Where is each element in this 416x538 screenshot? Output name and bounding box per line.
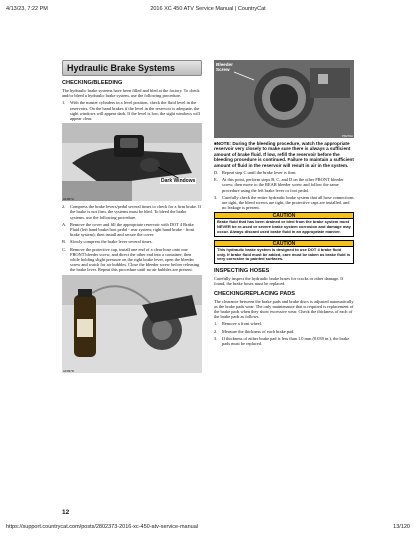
figure-2-id: AF097D xyxy=(63,368,75,373)
caution-header-1: CAUTION xyxy=(214,212,354,219)
step-item xyxy=(214,177,354,193)
step-text: Remove a front wheel. xyxy=(222,321,262,327)
heading-checking-bleeding: CHECKING/BLEEDING xyxy=(62,80,123,86)
step-item xyxy=(214,336,354,346)
step-number: A. xyxy=(62,221,67,227)
print-footer xyxy=(4,522,412,532)
bleeder-screw-label: Bleeder Screw xyxy=(216,62,233,72)
dark-windows-label: Dark Windows xyxy=(161,178,196,185)
print-title: 2016 XC 450 ATV Service Manual | CountryCat xyxy=(150,6,266,12)
step-number: 2. xyxy=(62,204,66,210)
steps-list-right xyxy=(214,170,354,210)
figure-3-id: PR270A xyxy=(341,134,353,138)
steps-list-a xyxy=(62,100,202,121)
right-column xyxy=(214,60,354,348)
step-number: 3. xyxy=(214,194,218,200)
step-number: E. xyxy=(214,177,218,183)
step-text: Carefully check the entire hydraulic brake system that all hose connections are tight, the bleed screws are tight, the protective caps are installed, and no leakage is present. xyxy=(222,194,354,211)
step-number: C. xyxy=(62,246,67,252)
heading-checking-replacing-pads: CHECKING/REPLACING PADS xyxy=(214,290,296,297)
step-item xyxy=(62,100,202,121)
bleeding-note: ■NOTE: During the bleeding procedure, watch the appropriate reservoir very closely to make sure there is always a sufficient amount of brake fluid. If low, refill the reservoir before the bleeding procedure is continued. Failure to maintain a sufficient amount of fluid in the reservoir will result in air in the system. xyxy=(214,141,354,168)
heading-inspecting-hoses: INSPECTING HOSES xyxy=(214,268,270,275)
caution-text-1: Brake fluid that has been drained or bled from the brake system must NEVER be re-used or severe brake system corrosion and damage may occur. Always discard used brake fluid in an appropriate manner. xyxy=(214,219,354,236)
step-number: D. xyxy=(214,170,219,176)
step-text: With the master cylinders in a level position, check the fluid level in the reservoirs. On the hand brakes if the level in the reservoir is adequate, the sight windows will appear dark. If the level is low, the sight windows will appear clear. xyxy=(70,100,200,122)
print-datetime: 4/13/23, 7:22 PM xyxy=(6,6,48,12)
caution-text-2: This hydraulic brake system is designed to use DOT 4 brake fluid only. If brake fluid must be added, care must be taken as brake fluid is very corrosive to painted surfaces. xyxy=(214,247,354,264)
print-header xyxy=(4,4,412,14)
step-number: 3. xyxy=(214,335,218,341)
steps-list-b xyxy=(62,204,202,272)
page-number: 12 xyxy=(62,509,70,516)
bleeding-setup-photo xyxy=(62,275,202,373)
step-text: Slowly compress the brake lever several times. xyxy=(70,239,153,245)
step-number: 1. xyxy=(62,100,66,106)
caution-header-2: CAUTION xyxy=(214,240,354,247)
step-text: Remove the cover and fill the appropriate reservoir with DOT 4 Brake Fluid (left hand brake/foot pedal - rear system; right hand brake - front brake system); then install and secure the cover. xyxy=(70,221,195,238)
figure-1-id: AF067A xyxy=(63,197,74,202)
steps-list-pads xyxy=(214,321,354,346)
intro-text: The hydraulic brake systems have been filled and bled at the factory. To check and/or bleed a hydraulic brake system, use the following procedure. xyxy=(62,88,200,99)
step-item xyxy=(214,329,354,334)
step-item xyxy=(62,239,202,244)
step-text: Repeat step C until the brake lever is firm. xyxy=(222,170,297,176)
step-number: 2. xyxy=(214,328,218,334)
step-item xyxy=(62,204,202,220)
step-text: Compress the brake levers/pedal several times to check for a firm brake. If the brake is not firm, the systems must be bled. To bleed the brake systems, use the following procedure. xyxy=(70,204,202,220)
figure-bleeding-setup xyxy=(62,275,202,373)
step-item xyxy=(214,195,354,211)
print-url: https://support.countrycat.com/posts/2802373-2016-xc-450-atv-service-manual xyxy=(6,524,198,530)
section-banner: Hydraulic Brake Systems xyxy=(62,60,202,76)
step-text: Measure the thickness of each brake pad. xyxy=(222,328,295,334)
step-item xyxy=(62,222,202,238)
step-text: Remove the protective cap, install one end of a clear hose onto one FRONT bleeder screw, and direct the other end into a container; then while holding slight pressure on the right brake lever, open the bleeder screw and watch for air bubbles. Close the bleeder screw before releasing the brake lever. Repeat this procedure until no air bubbles are present. xyxy=(70,246,200,273)
print-pager: 13/120 xyxy=(393,524,410,530)
step-number: B. xyxy=(62,239,67,245)
step-number: 1. xyxy=(214,321,218,327)
left-column xyxy=(62,60,202,373)
master-cylinder-photo xyxy=(62,123,202,201)
step-item xyxy=(62,247,202,273)
pads-text: The clearance between the brake pads and brake discs is adjusted automatically as the brake pads wear. The only maintenance that is required is replacement of the brake pads when they show excessive wear. Check the thickness of each of the brake pads as follows. xyxy=(214,298,354,320)
figure-bleeder-screw xyxy=(214,60,354,138)
manual-page xyxy=(62,60,362,516)
step-text: If thickness of either brake pad is less than 1.0 mm (0.039 in.), the brake pads must be replaced. xyxy=(222,335,350,347)
hoses-text: Carefully inspect the hydraulic brake hoses for cracks or other damage. If found, the brake hoses must be replaced. xyxy=(214,276,344,287)
step-text: At this point, perform steps B, C, and D on the other FRONT bleeder screw; then move to the REAR bleeder screw and follow the same procedure using the left brake lever or foot pedal. xyxy=(222,177,344,193)
step-item xyxy=(214,170,354,175)
step-item xyxy=(214,321,354,326)
figure-master-cylinder xyxy=(62,123,202,201)
